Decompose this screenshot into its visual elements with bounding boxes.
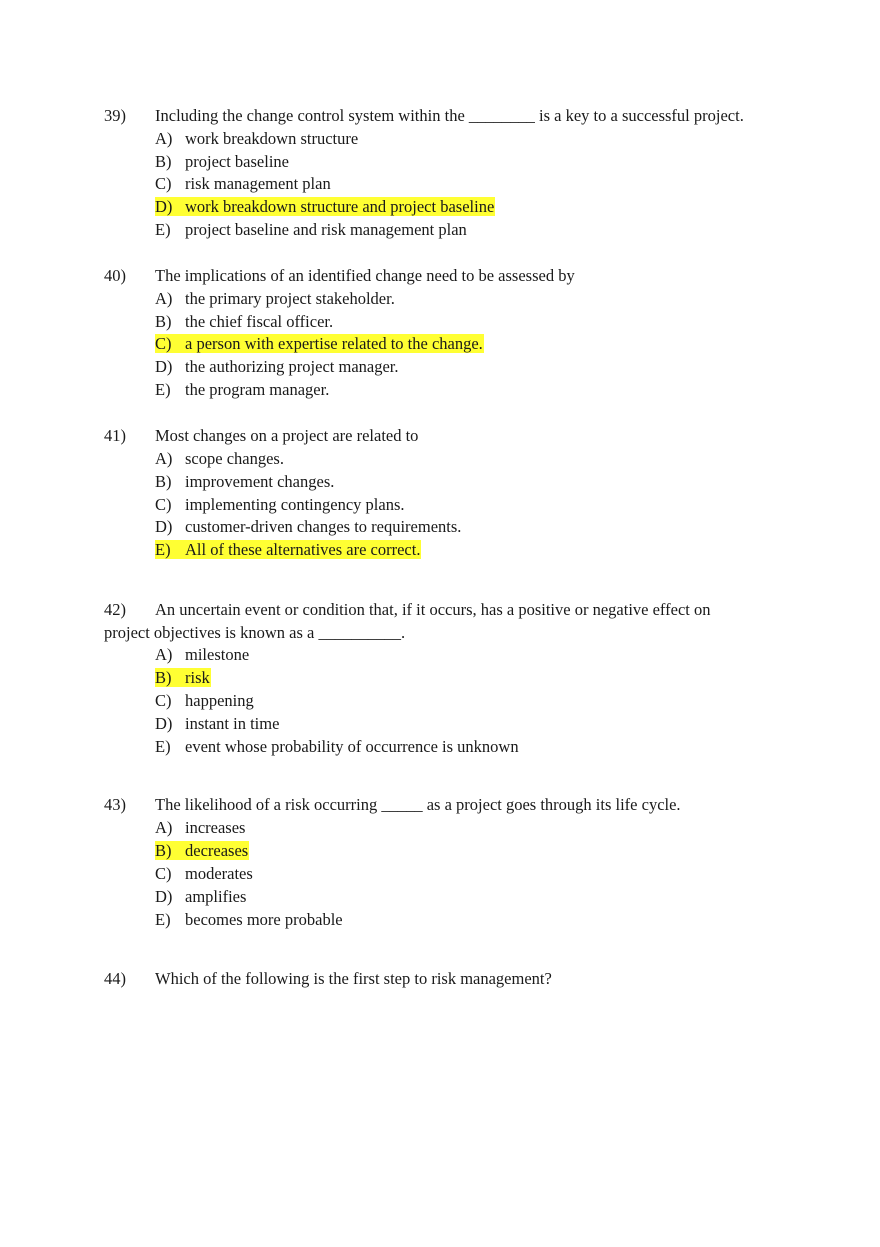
answer-highlight — [155, 540, 421, 559]
answer-highlight — [155, 334, 484, 353]
option-letter: E) — [155, 220, 171, 239]
option-letter: B) — [155, 312, 172, 331]
question-text: Which of the following is the first step to risk management? — [155, 969, 552, 988]
option-text: happening — [185, 691, 254, 710]
question-number: 41) — [104, 426, 126, 445]
question-text: Including the change control system within the ________ is a key to a successful project. — [155, 106, 744, 125]
option-c — [155, 863, 253, 885]
option-text: the chief fiscal officer. — [185, 312, 334, 331]
question-text-continued: project objectives is known as a __________. — [104, 623, 406, 642]
question-number: 40) — [104, 266, 126, 285]
option-text: project baseline and risk management plan — [185, 220, 467, 239]
question-text: The implications of an identified change need to be assessed by — [155, 266, 575, 285]
option-b — [155, 151, 289, 173]
option-text: the program manager. — [185, 380, 330, 399]
option-text: decreases — [185, 841, 249, 860]
option-text: improvement changes. — [185, 472, 335, 491]
option-text: milestone — [185, 645, 250, 664]
option-d — [155, 886, 246, 908]
option-letter: B) — [155, 152, 172, 171]
option-e — [155, 379, 329, 401]
question-text: Most changes on a project are related to — [155, 426, 419, 445]
option-letter: B) — [155, 472, 172, 491]
option-c — [155, 333, 484, 355]
option-letter: E) — [155, 540, 171, 559]
option-letter: A) — [155, 129, 173, 148]
option-b — [155, 667, 211, 689]
option-d — [155, 196, 495, 218]
option-text: work breakdown structure and project baseline — [185, 197, 495, 216]
option-letter: B) — [155, 668, 172, 687]
option-letter: D) — [155, 714, 173, 733]
option-text: increases — [185, 818, 246, 837]
option-text: becomes more probable — [185, 910, 343, 929]
question-number: 42) — [104, 600, 126, 619]
option-letter: C) — [155, 495, 172, 514]
option-a — [155, 817, 245, 839]
option-text: risk — [185, 668, 210, 687]
option-b — [155, 311, 333, 333]
option-letter: D) — [155, 357, 173, 376]
option-c — [155, 690, 254, 712]
option-e — [155, 219, 467, 241]
answer-highlight — [155, 668, 211, 687]
option-letter: C) — [155, 691, 172, 710]
option-text: the authorizing project manager. — [185, 357, 399, 376]
option-letter: C) — [155, 174, 172, 193]
option-letter: D) — [155, 887, 173, 906]
option-b — [155, 471, 334, 493]
option-e — [155, 736, 519, 758]
answer-highlight — [155, 197, 495, 216]
option-d — [155, 356, 399, 378]
option-letter: B) — [155, 841, 172, 860]
option-text: a person with expertise related to the change. — [185, 334, 483, 353]
option-letter: D) — [155, 197, 173, 216]
option-c — [155, 173, 331, 195]
option-letter: C) — [155, 334, 172, 353]
question-text: The likelihood of a risk occurring _____ as a project goes through its life cycle. — [155, 795, 681, 814]
option-a — [155, 288, 395, 310]
option-e — [155, 539, 421, 561]
option-letter: D) — [155, 517, 173, 536]
option-a — [155, 448, 284, 470]
option-c — [155, 494, 405, 516]
option-letter: C) — [155, 864, 172, 883]
option-text: the primary project stakeholder. — [185, 289, 395, 308]
option-text: moderates — [185, 864, 253, 883]
option-letter: A) — [155, 645, 173, 664]
option-a — [155, 644, 249, 666]
question-number: 44) — [104, 969, 126, 988]
option-text: event whose probability of occurrence is unknown — [185, 737, 519, 756]
option-text: instant in time — [185, 714, 280, 733]
option-letter: A) — [155, 289, 173, 308]
option-e — [155, 909, 343, 931]
option-text: All of these alternatives are correct. — [185, 540, 421, 559]
option-b — [155, 840, 249, 862]
question-number: 39) — [104, 106, 126, 125]
question-number: 43) — [104, 795, 126, 814]
option-a — [155, 128, 358, 150]
option-d — [155, 516, 461, 538]
option-letter: A) — [155, 449, 173, 468]
option-letter: E) — [155, 380, 171, 399]
answer-highlight — [155, 841, 249, 860]
option-text: work breakdown structure — [185, 129, 359, 148]
option-text: scope changes. — [185, 449, 284, 468]
option-text: amplifies — [185, 887, 247, 906]
option-letter: E) — [155, 910, 171, 929]
option-letter: E) — [155, 737, 171, 756]
option-text: project baseline — [185, 152, 289, 171]
option-d — [155, 713, 279, 735]
question-text: An uncertain event or condition that, if it occurs, has a positive or negative effect on — [155, 600, 711, 619]
option-text: risk management plan — [185, 174, 331, 193]
option-letter: A) — [155, 818, 173, 837]
option-text: implementing contingency plans. — [185, 495, 405, 514]
option-text: customer-driven changes to requirements. — [185, 517, 462, 536]
